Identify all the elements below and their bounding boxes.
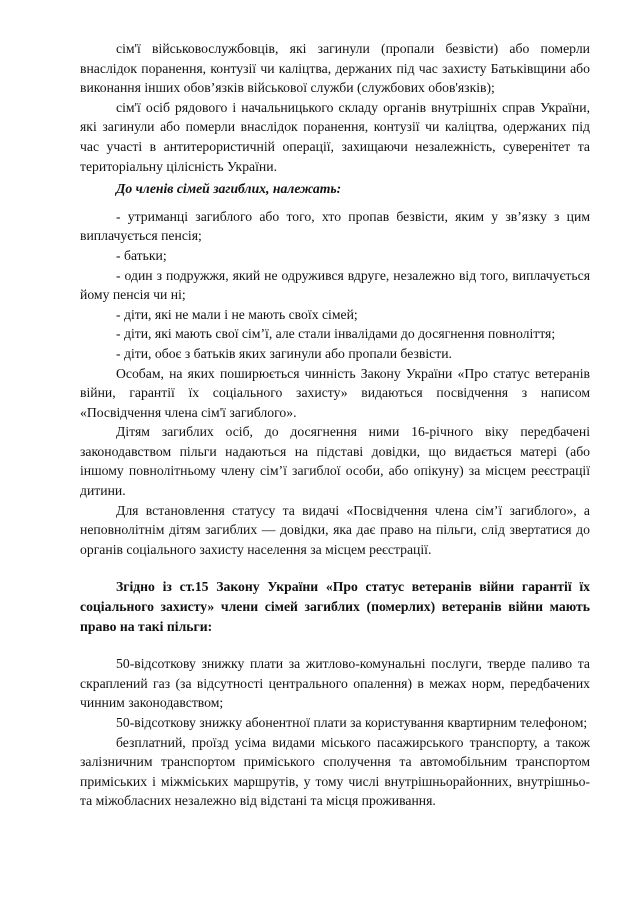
benefits-heading: Згідно із ст.15 Закону України «Про статус ветеранів війни гарантії їх соціального захисту» члени сімей загиблих (померлих) ветеранів війни мають право на такі пільги: bbox=[80, 579, 590, 634]
list-item-parents: - батьки; bbox=[116, 247, 167, 263]
benefit-free-transport: безплатний, проїзд усіма видами міського пасажирського транспорту, а також залізничним транспортом приміського сполучення та автомобільним транспортом приміських і міжміських маршрутів, у тому числі внутрішньорайонних, внутрішньо- та міжобласних незалежно від відстані та місця проживання. bbox=[80, 734, 590, 809]
paragraph-status-procedure: Для встановлення статусу та видачі «Посвідчення члена сім’ї загиблого», а неповнолітнім дітям загиблих — довідки, яка дає право на пільги, слід звертатися до органів соціального захисту населення за місцем реєстрації. bbox=[80, 502, 590, 557]
paragraph-children-benefits: Дітям загиблих осіб, до досягнення ними 16-річного віку передбачені законодавством пільги надаються на підставі довідки, що видається матері (або іншому повнолітньому члену сім’ї загиблої особи, або опікуну) за місцем реєстрації дитини. bbox=[80, 424, 590, 499]
list-item-children-disabled: - діти, які мають свої сім’ї, але стали інвалідами до досягнення повноліття; bbox=[116, 326, 556, 342]
benefit-telephone-discount: 50-відсоткову знижку абонентної плати за користування квартирним телефоном; bbox=[116, 715, 588, 730]
list-item-spouse: - один з подружжя, який не одружився вдруге, незалежно від того, виплачується йому пенсія чи ні; bbox=[80, 267, 590, 303]
paragraph-certificate: Особам, на яких поширюється чинність Закону України «Про статус ветеранів війни, гарантії їх соціального захисту» видаються посвідчення з написом «Посвідчення члена сім'ї загиблого». bbox=[80, 365, 590, 420]
list-item-children-no-family: - діти, які не мали і не мають своїх сімей; bbox=[116, 306, 358, 322]
benefit-utilities-discount: 50-відсоткову знижку плати за житлово-комунальні послуги, тверде паливо та скраплений газ (за відсутності центрального опалення) в межах норм, передбачених чинним законодавством; bbox=[80, 656, 590, 711]
document-page bbox=[80, 39, 590, 811]
paragraph-police-families: сім'ї осіб рядового і начальницького складу органів внутрішніх справ України, які загинули або померли внаслідок поранення, контузії чи каліцтва, одержаних під час участі в антитерористичній операції, захищаючи незалежність, суверенітет та територіальну цілісність України. bbox=[80, 99, 590, 174]
list-item-orphans: - діти, обоє з батьків яких загинули або пропали безвісти. bbox=[116, 345, 452, 361]
family-members-heading: До членів сімей загиблих, належать: bbox=[116, 181, 342, 197]
list-item-dependents: - утриманці загиблого або того, хто пропав безвісти, яким у зв’язку з цим виплачується пенсія; bbox=[80, 208, 590, 244]
paragraph-military-families: сім'ї військовослужбовців, які загинули (пропали безвісти) або померли внаслідок поранення, контузії чи каліцтва, держаних під час захисту Батьківщини або виконання інших обов’язків військової служби (службових обов'язків); bbox=[80, 41, 590, 96]
